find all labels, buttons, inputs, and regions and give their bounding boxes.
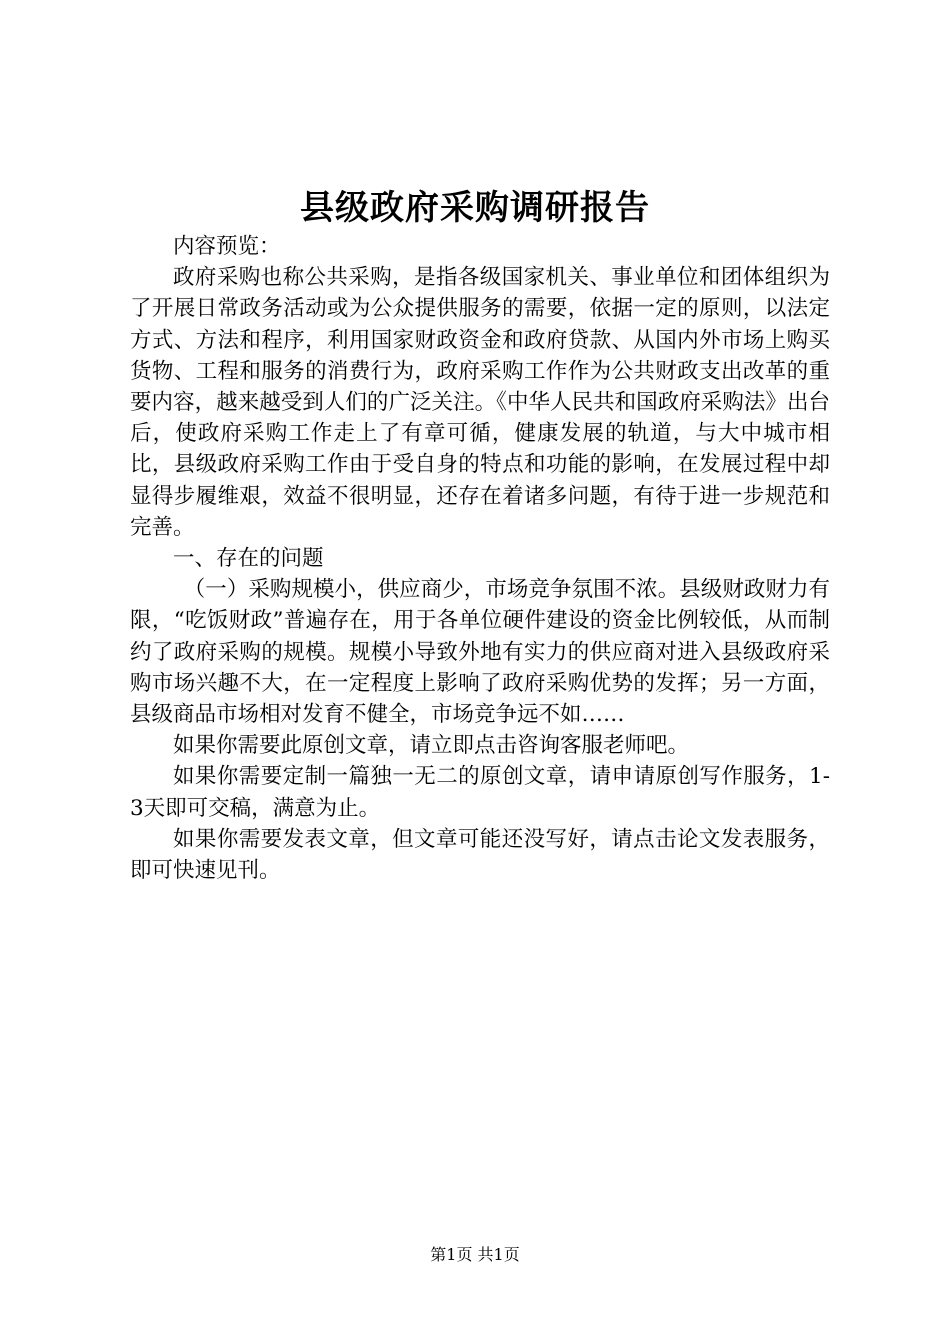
- contact-service-paragraph: 如果你需要此原创文章，请立即点击咨询客服老师吧。: [173, 733, 690, 759]
- document-title: 县级政府采购调研报告: [300, 188, 650, 228]
- preview-label: 内容预览：: [173, 234, 281, 259]
- section-heading: 一、存在的问题: [173, 546, 324, 572]
- custom-writing-paragraph: 如果你需要定制一篇独一无二的原创文章，请申请原创写作服务，1-3天即可交稿，满意为止。: [130, 764, 830, 821]
- section-paragraph: （一）采购规模小，供应商少，市场竞争氛围不浓。县级财政财力有限，“吃饭财政”普遍存在，用于各单位硬件建设的资金比例较低，从而制约了政府采购的规模。规模小导致外地有实力的供应商对进入县级政府采购市场兴趣不大，在一定程度上影响了政府采购优势的发挥；另一方面，县级商品市场相对发育不健全，市场竞争远不如……: [130, 577, 830, 728]
- page-number: 第1页 共1页: [430, 1245, 520, 1264]
- publishing-service-paragraph: 如果你需要发表文章，但文章可能还没写好，请点击论文发表服务，即可快速见刊。: [130, 826, 830, 884]
- document-body: [130, 231, 830, 886]
- intro-paragraph: 政府采购也称公共采购，是指各级国家机关、事业单位和团体组织为了开展日常政务活动或为公众提供服务的需要，依据一定的原则，以法定方式、方法和程序，利用国家财政资金和政府贷款、从国内外市场上购买货物、工程和服务的消费行为，政府采购工作作为公共财政支出改革的重要内容，越来越受到人们的广泛关注。《中华人民共和国政府采购法》出台后，使政府采购工作走上了有章可循，健康发展的轨道，与大中城市相比，县级政府采购工作由于受自身的特点和功能的影响，在发展过程中却显得步履维艰，效益不很明显，还存在着诸多问题，有待于进一步规范和完善。: [130, 265, 830, 540]
